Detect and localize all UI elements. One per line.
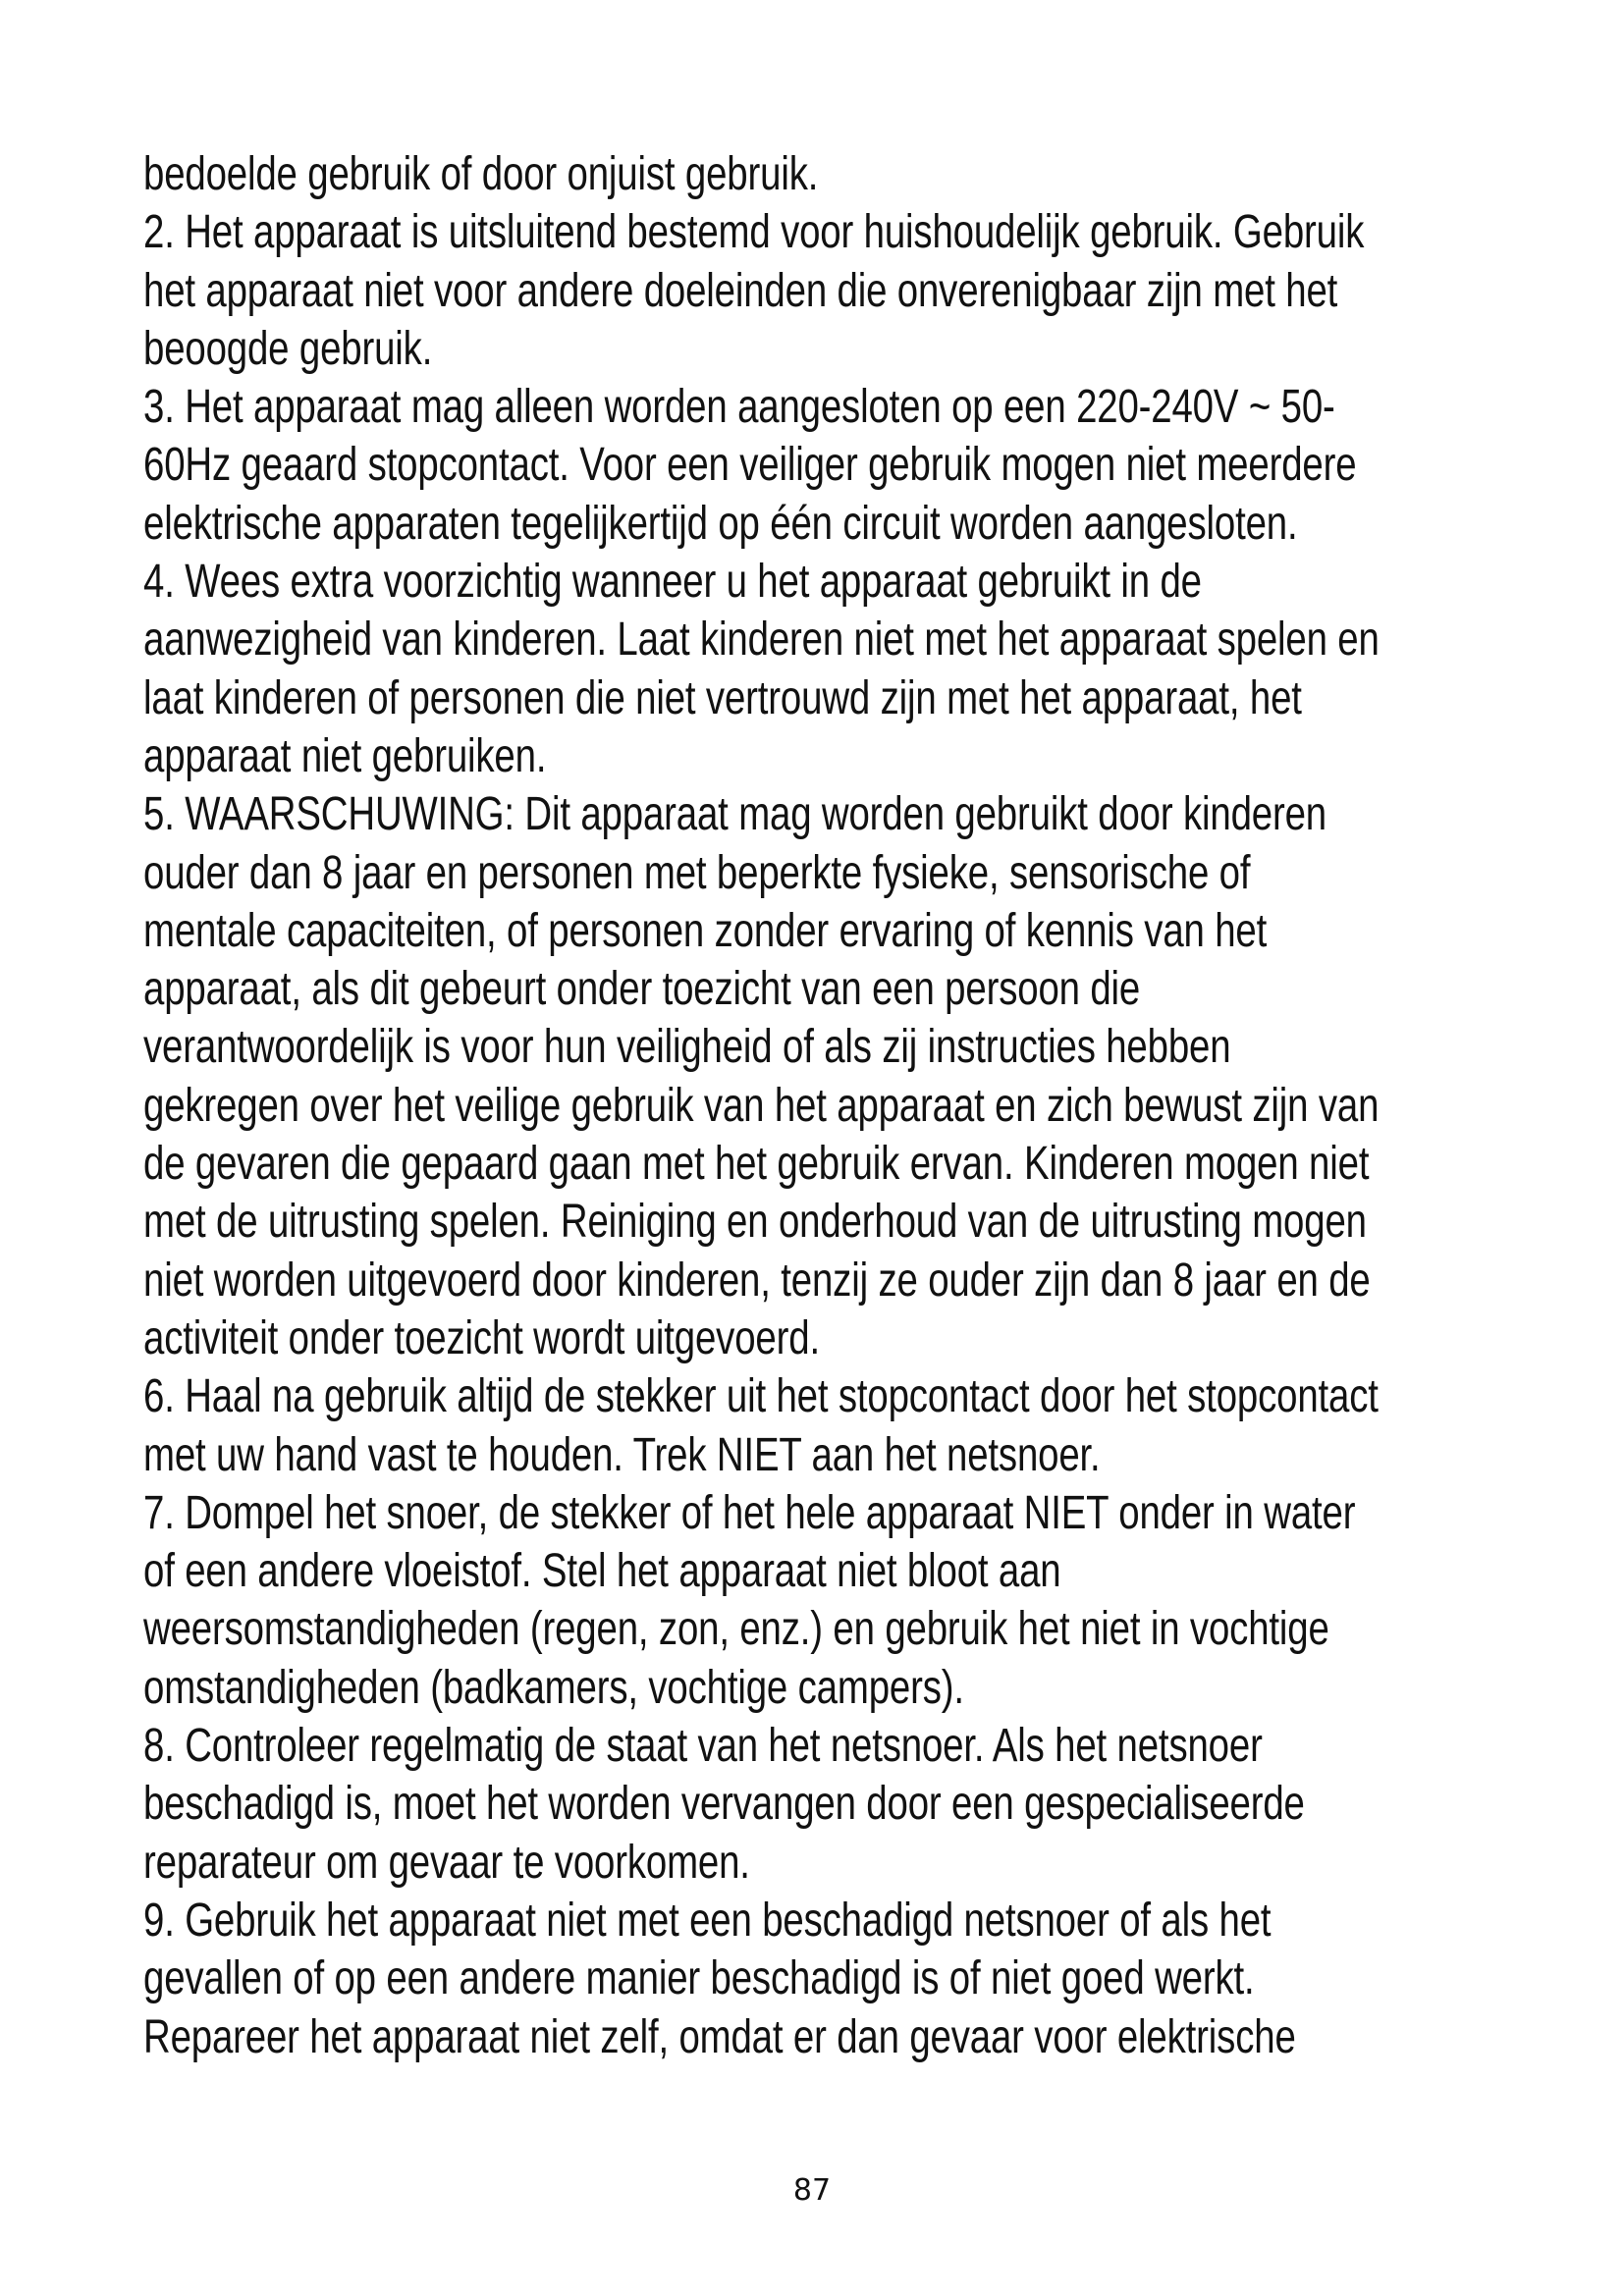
text-line: de gevaren die gepaard gaan met het gebruik ervan. Kinderen mogen niet <box>143 1138 1370 1191</box>
text-line: niet worden uitgevoerd door kinderen, tenzij ze ouder zijn dan 8 jaar en de <box>143 1254 1371 1307</box>
text-line: reparateur om gevaar te voorkomen. <box>143 1836 750 1889</box>
text-line: apparaat, als dit gebeurt onder toezicht van een persoon die <box>143 963 1141 1016</box>
text-line: met uw hand vast te houden. Trek NIET aan het netsnoer. <box>143 1428 1101 1481</box>
text-line: apparaat niet gebruiken. <box>143 729 547 782</box>
text-line: 8. Controleer regelmatig de staat van het netsnoer. Als het netsnoer <box>143 1720 1263 1773</box>
text-line: 3. Het apparaat mag alleen worden aangesloten op een 220-240V ~ 50- <box>143 381 1335 434</box>
text-line: 5. WAARSCHUWING: Dit apparaat mag worden gebruikt door kinderen <box>143 788 1326 841</box>
text-line: aanwezigheid van kinderen. Laat kinderen niet met het apparaat spelen en <box>143 614 1380 667</box>
text-line: 7. Dompel het snoer, de stekker of het hele apparaat NIET onder in water <box>143 1486 1356 1539</box>
text-line: beschadigd is, moet het worden vervangen door een gespecialiseerde <box>143 1778 1305 1831</box>
text-line: gevallen of op een andere manier beschadigd is of niet goed werkt. <box>143 1952 1255 2005</box>
text-line: weersomstandigheden (regen, zon, enz.) en gebruik het niet in vochtige <box>143 1603 1329 1656</box>
text-line: elektrische apparaten tegelijkertijd op één circuit worden aangesloten. <box>143 497 1298 550</box>
text-line: 60Hz geaard stopcontact. Voor een veiliger gebruik mogen niet meerdere <box>143 439 1357 492</box>
text-line: omstandigheden (badkamers, vochtige campers). <box>143 1661 964 1714</box>
text-line: met de uitrusting spelen. Reiniging en onderhoud van de uitrusting mogen <box>143 1196 1367 1249</box>
text-line: bedoelde gebruik of door onjuist gebruik. <box>143 148 819 200</box>
text-line: gekregen over het veilige gebruik van het apparaat en zich bewust zijn van <box>143 1079 1380 1132</box>
text-line: beoogde gebruik. <box>143 322 433 375</box>
text-line: activiteit onder toezicht wordt uitgevoerd. <box>143 1311 820 1364</box>
text-line: 2. Het apparaat is uitsluitend bestemd voor huishoudelijk gebruik. Gebruik <box>143 206 1365 259</box>
text-line: verantwoordelijk is voor hun veiligheid of als zij instructies hebben <box>143 1021 1231 1074</box>
body-text <box>143 145 1538 2066</box>
text-line: 6. Haal na gebruik altijd de stekker uit het stopcontact door het stopcontact <box>143 1370 1379 1423</box>
page-number: 87 <box>792 2173 832 2208</box>
text-line: of een andere vloeistof. Stel het apparaat niet bloot aan <box>143 1545 1061 1598</box>
text-line: Repareer het apparaat niet zelf, omdat er dan gevaar voor elektrische <box>143 2010 1296 2063</box>
text-line: het apparaat niet voor andere doeleinden die onverenigbaar zijn met het <box>143 264 1338 317</box>
text-line: 9. Gebruik het apparaat niet met een beschadigd netsnoer of als het <box>143 1894 1272 1947</box>
text-line: laat kinderen of personen die niet vertrouwd zijn met het apparaat, het <box>143 671 1302 724</box>
text-line: ouder dan 8 jaar en personen met beperkte fysieke, sensorische of <box>143 846 1251 899</box>
text-line: mentale capaciteiten, of personen zonder ervaring of kennis van het <box>143 904 1268 957</box>
text-line: 4. Wees extra voorzichtig wanneer u het apparaat gebruikt in de <box>143 556 1202 609</box>
